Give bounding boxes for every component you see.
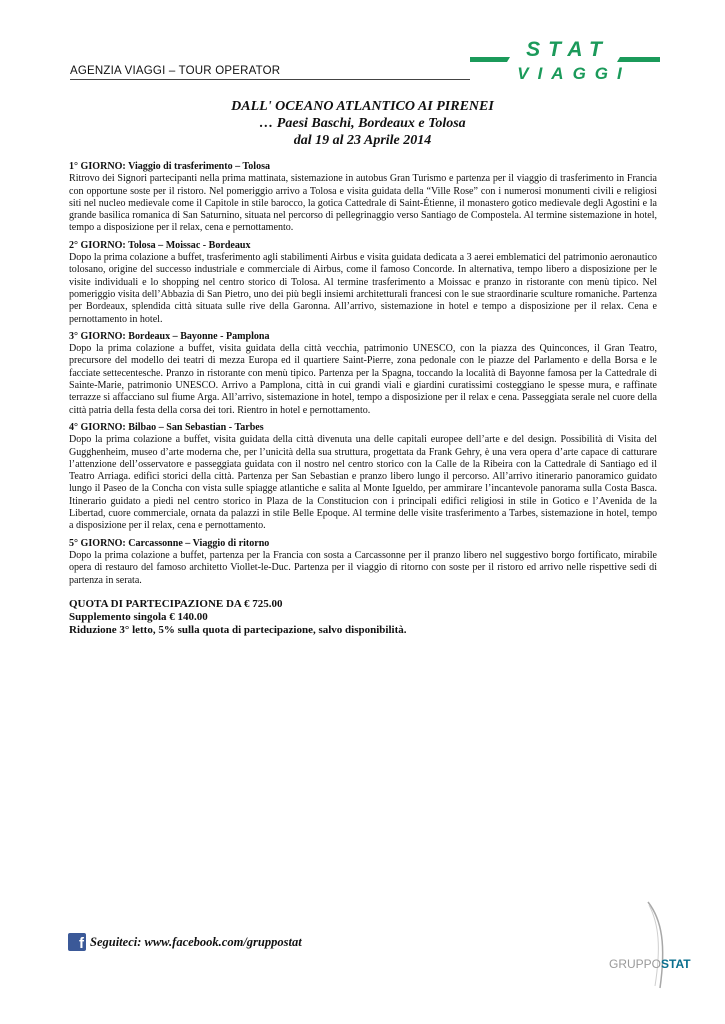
day-3 [69,331,657,417]
day-3-title: 3° GIORNO: Bordeaux – Bayonne - Pamplona [69,330,270,342]
price-quota: QUOTA DI PARTECIPAZIONE DA € 725.00 [69,597,283,610]
day-4-text: Dopo la prima colazione a buffet, visita guidata della città divenuta una delle capitali europee dell’arte e del design. Possibilità di Visita del Gugghenheim, museo d’arte moderna che, per l’unicità della sua struttura, progettata da Frank Gehry, è una vera opera d’arte capace di catturare l’attenzione dell’osservatore e passeggiata guidata con il nostro nel centro storico con la Calle de la Ribeira con la Cattedrale di Santiago ed il Teatro Arriaga. edifici storici della città. Partenza per San Sebastian e pranzo libero lungo il percorso. All’arrivo itinerario panoramico guidato lungo il Paseo de la Concha con vista sulle spiagge atlantiche e salita al Monte Igueldo, per ammirare l’incantevole panorama sulla Costa Basca. Itinerario guidato a piedi nel centro storico in Plaza de la Constitucion con i principali edifici religiosi in stile in Gotico e l’Avenida de la Libertad, cuore commerciale, ornata da palazzi in stile Belle Epoque. Al termine delle visite trasferimento a Tarbes, sistemazione in hotel, tempo a disposizione per il relax, cena e pernottamento. [69,434,657,532]
facebook-link[interactable]: Seguiteci: www.facebook.com/gruppostat [90,934,302,949]
day-1-title: 1° GIORNO: Viaggio di trasferimento – Tolosa [69,161,271,172]
footer-follow[interactable] [68,933,302,951]
gruppo-stat-swoosh-icon [640,900,670,990]
title-line-2: … Paesi Baschi, Bordeaux e Tolosa [259,116,466,131]
day-5-title: 5° GIORNO: Carcassonne – Viaggio di ritorno [69,537,270,549]
day-5 [69,538,657,587]
day-3-text: Dopo la prima colazione a buffet, visita guidata della città vecchia, patrimonio UNESCO, con la piazza des Quinconces, il Gran Teatro, precursore del modello dei teatri di mezza Europa ed il quartiere Saint-Pierre, zona pedonale con le piazze del Parlamento e della Borsa e le facciate settecentesche. Pranzo in ristorante con menù tipico. Partenza per la Spagna, toccando la località di Bayonne famosa per la Cattedrale di Sainte-Marie, patrimonio UNESCO. Arrivo a Pamplona, città in cui grandi viali e giardini curatissimi costeggiano le spesse mura, e raffinate terrazze si affacciano sul fiume Arga. All’arrivo, sistemazione in hotel, tempo a disposizione per il relax e cena. Passeggiata serale nel cuore della città patria della festa della corsa dei tori. Rientro in hotel e pernottamento. [69,343,657,416]
logo-viaggi-text: VIAGGI [517,64,631,82]
gruppo-stat-brand [609,957,691,971]
title-block [0,98,725,149]
day-1 [69,161,657,235]
title-line-1: DALL' OCEANO ATLANTICO AI PIRENEI [231,99,494,114]
price-reduction: Riduzione 3° letto, 5% sulla quota di partecipazione, salvo disponibilità. [69,623,407,636]
day-5-text: Dopo la prima colazione a buffet, partenza per la Francia con sosta a Carcassonne per il pranzo libero nel suggestivo borgo fortificato, mirabile opera di restauro del famoso architetto Viollet-le-Duc. Partenza per il viaggio di ritorno con soste per il ristoro ed arrivo nelle rispettive sedi di partenza in serata. [69,549,657,586]
swoosh-curve [648,902,663,988]
agency-header: AGENZIA VIAGGI – TOUR OPERATOR [70,65,281,77]
logo-stat-text: STAT [526,38,610,61]
title-line-3: dal 19 al 23 Aprile 2014 [293,133,432,148]
price-supplement: Supplemento singola € 140.00 [69,610,208,623]
logo-bar-right [617,57,660,62]
facebook-icon[interactable]: f [68,933,86,951]
brand-stat: STAT [661,957,691,971]
day-1-text: Ritrovo dei Signori partecipanti nella prima mattinata, sistemazione in autobus Gran Turismo e partenza per il viaggio di trasferimento in Francia con opportune soste per il ristoro. Nel pomeriggio arrivo a Tolosa e visita guidata della “Ville Rose” con i numerosi monumenti civili e religiosi siti nel nucleo medievale come il Capitole in stile barocco, la gotica Cattedrale di Saint-Étienne, il monastero gotico medievale degli Agostini e la grande basilica romanica di San Saturnino, situata nel percorso di pellegrinaggio verso Santiago de Compostela. Al termine sistemazione in hotel, tempo a disposizione per il relax, cena e pernottamento. [69,173,657,234]
day-2-text: Dopo la prima colazione a buffet, trasferimento agli stabilimenti Airbus e visita guidata dedicata a 3 aerei emblematici del patrimonio aeronautico tolosano, origine del successo industriale e commerciale di Airbus, come il famoso Concorde. In alternativa, tempo libero a disposizione per le visite individuali e lo shopping nel centro storico di Tolosa. Al termine trasferimento a Moissac e pranzo in ristorante con menù tipico. Nel pomeriggio visita dell’Abbazia di San Pietro, uno dei più begli insiemi architetturali francesi con le sue straordinarie sculture romaniche. Partenza per Bordeaux, splendida città situata sulle rive della Garonna. All’arrivo, sistemazione in hotel e tempo a disposizione per il relax. Cena e pernottamento in hotel. [69,252,657,325]
header-rule [70,79,470,80]
day-4-title: 4° GIORNO: Bilbao – San Sebastian - Tarbes [69,421,264,433]
itinerary-content [69,161,657,637]
stat-viaggi-logo [470,38,660,82]
pricing-block [69,598,657,637]
day-2 [69,240,657,326]
logo-bar-left [470,57,510,62]
day-4 [69,422,657,533]
day-2-title: 2° GIORNO: Tolosa – Moissac - Bordeaux [69,239,251,251]
brand-gruppo: GRUPPO [609,957,662,971]
